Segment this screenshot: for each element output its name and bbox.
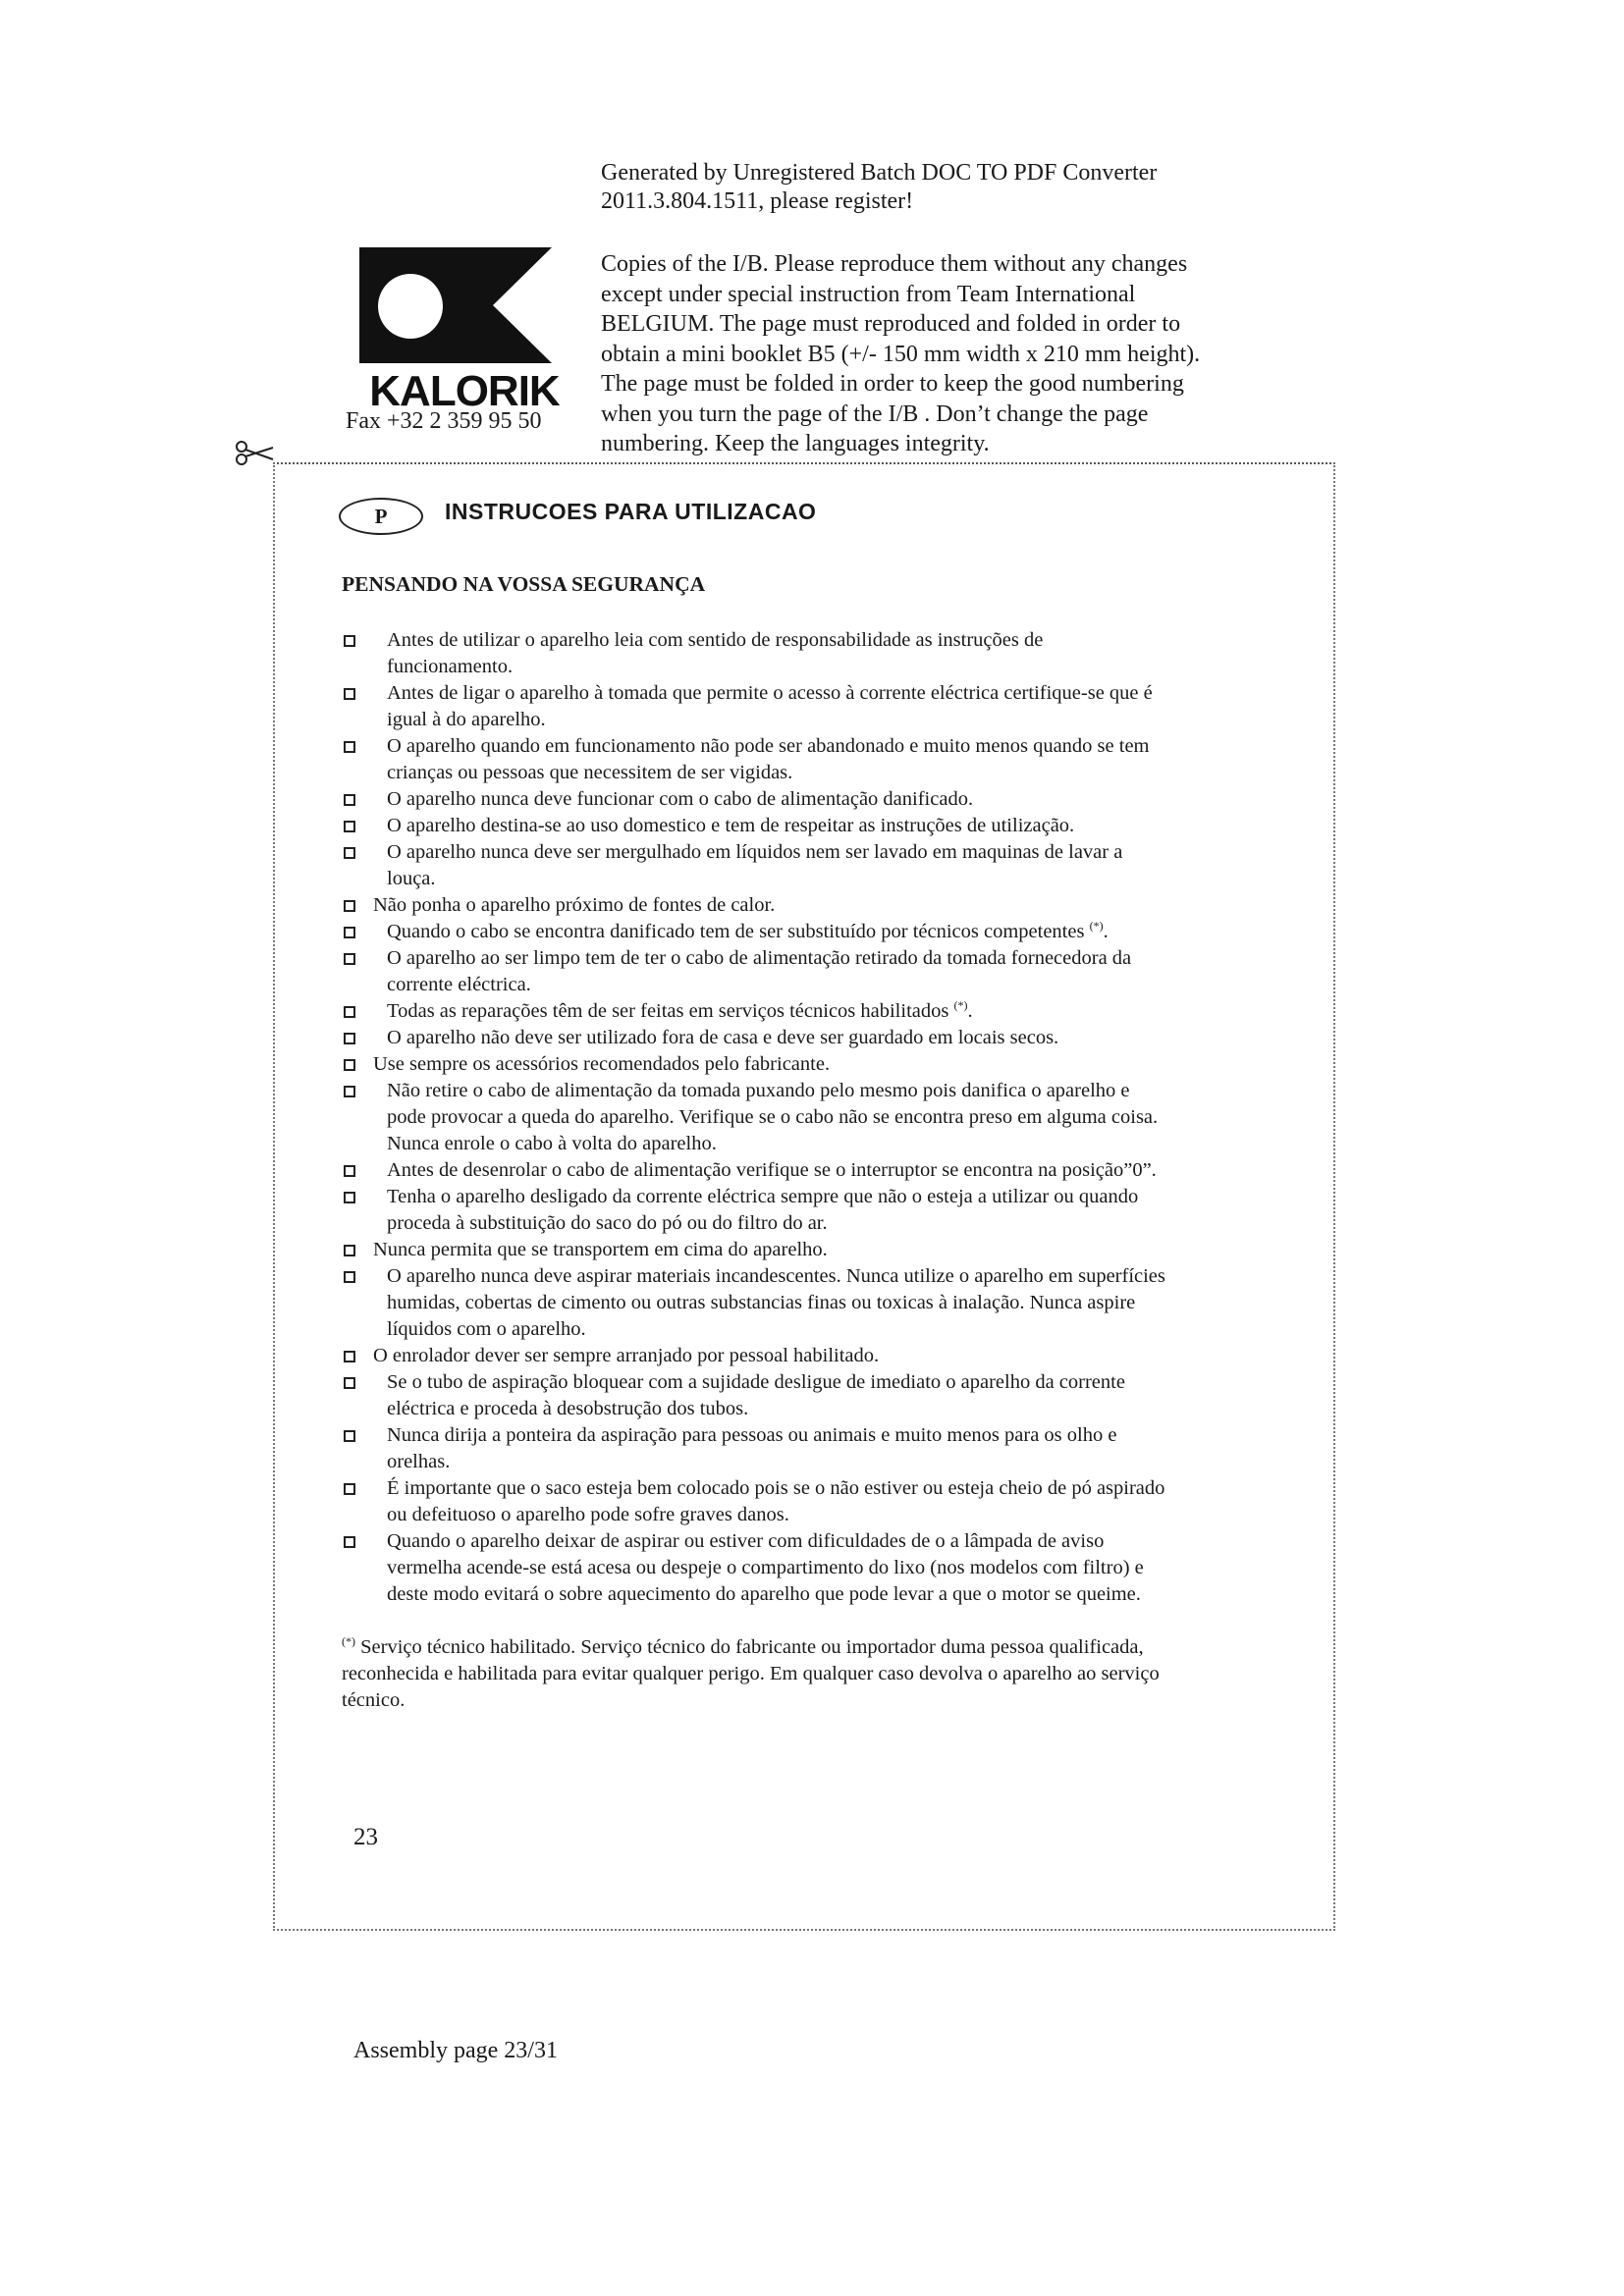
checkbox-bullet-icon xyxy=(344,1536,355,1548)
instruction-line: obtain a mini booklet B5 (+/- 150 mm width x 210 mm height). xyxy=(601,341,1201,367)
list-item-text xyxy=(342,1263,1294,1343)
list-item-line xyxy=(387,1078,1294,1104)
checkbox-bullet-icon xyxy=(344,1271,355,1283)
booklet-title: INSTRUCOES PARA UTILIZACAO xyxy=(445,499,817,524)
instruction-line: except under special instruction from Team International xyxy=(601,281,1136,307)
list-item-text xyxy=(342,919,1294,945)
list-item-text xyxy=(342,892,1294,919)
list-item-line xyxy=(387,972,1294,998)
checkbox-bullet-icon xyxy=(344,900,355,912)
list-item-line-text: Antes de ligar o aparelho à tomada que permite o acesso à corrente eléctrica certifique-se que é xyxy=(387,682,1153,704)
list-item-line xyxy=(373,892,1294,919)
footnote-line-2: reconhecida e habilitada para evitar qualquer perigo. Em qualquer caso devolva o aparelho ao serviço xyxy=(342,1663,1160,1684)
list-item-line-text: funcionamento. xyxy=(387,656,514,677)
list-item-text xyxy=(342,945,1294,998)
footnote-ref: (*) xyxy=(1089,919,1104,933)
list-item xyxy=(342,919,1294,945)
footnote-marker: (*) xyxy=(342,1634,355,1648)
instruction-line: numbering. Keep the languages integrity. xyxy=(601,431,990,456)
list-item-line-text: Não retire o cabo de alimentação da tomada puxando pelo mesmo pois danifica o aparelho e xyxy=(387,1080,1130,1101)
list-item-text xyxy=(342,813,1294,839)
copy-instructions xyxy=(601,249,1288,459)
converter-notice xyxy=(601,159,1288,216)
checkbox-bullet-icon xyxy=(344,1033,355,1044)
list-item-line xyxy=(387,1316,1294,1343)
checkbox-bullet-icon xyxy=(344,1245,355,1256)
list-item xyxy=(342,733,1294,786)
list-item-line-text: Todas as reparações têm de ser feitas em serviços técnicos habilitados xyxy=(387,1000,949,1022)
list-item-line-text: O enrolador dever ser sempre arranjado por pessoal habilitado. xyxy=(373,1345,880,1366)
list-item-line xyxy=(387,680,1294,707)
list-item-line xyxy=(387,1422,1294,1449)
list-item-line-text: deste modo evitará o sobre aquecimento do aparelho que pode levar a que o motor se queime. xyxy=(387,1583,1141,1605)
instruction-line: when you turn the page of the I/B . Don’t change the page xyxy=(601,400,1149,427)
list-item-line xyxy=(387,945,1294,972)
list-item-text xyxy=(342,1157,1294,1184)
checkbox-bullet-icon xyxy=(344,1192,355,1203)
list-item-text xyxy=(342,1422,1294,1475)
list-item-line xyxy=(373,1343,1294,1369)
list-item xyxy=(342,998,1294,1025)
instruction-line: The page must be folded in order to keep the good numbering xyxy=(601,371,1184,397)
checkbox-bullet-icon xyxy=(344,635,355,647)
list-item-line-text: igual à do aparelho. xyxy=(387,709,546,730)
list-item-line-text: humidas, cobertas de cimento ou outras substancias finas ou toxicas à inalação. Nunca aspire xyxy=(387,1292,1136,1313)
list-item-line-text: O aparelho ao ser limpo tem de ter o cabo de alimentação retirado da tomada fornecedora da xyxy=(387,947,1132,969)
checkbox-bullet-icon xyxy=(344,1483,355,1495)
list-item xyxy=(342,1422,1294,1475)
safety-list xyxy=(342,627,1294,1608)
list-item-line-text: O aparelho nunca deve ser mergulhado em líquidos nem ser lavado em maquinas de lavar a xyxy=(387,841,1123,863)
list-item-line-text: Quando o aparelho deixar de aspirar ou estiver com dificuldades de o a lâmpada de aviso xyxy=(387,1530,1105,1552)
fax-number: Fax +32 2 359 95 50 xyxy=(346,408,542,434)
list-item-text xyxy=(342,1051,1294,1078)
list-item-line xyxy=(387,1528,1294,1555)
list-item-line-text: O aparelho destina-se ao uso domestico e tem de respeitar as instruções de utilização. xyxy=(387,815,1075,836)
checkbox-bullet-icon xyxy=(344,1165,355,1177)
list-item-line-text: líquidos com o aparelho. xyxy=(387,1318,586,1340)
checkbox-bullet-icon xyxy=(344,847,355,859)
checkbox-bullet-icon xyxy=(344,741,355,753)
scissors-icon xyxy=(234,438,277,467)
list-item-line-text: Nunca enrole o cabo à volta do aparelho. xyxy=(387,1133,717,1154)
list-item-line xyxy=(387,1449,1294,1475)
list-item-line-text: vermelha acende-se está acesa ou despeje o compartimento do lixo (nos modelos com filtro) e xyxy=(387,1557,1144,1578)
punctuation: . xyxy=(1103,921,1109,942)
list-item xyxy=(342,892,1294,919)
converter-notice-line-1: Generated by Unregistered Batch DOC TO PDF Converter xyxy=(601,160,1158,186)
list-item xyxy=(342,1263,1294,1343)
list-item-line-text: O aparelho nunca deve aspirar materiais incandescentes. Nunca utilize o aparelho em superfícies xyxy=(387,1265,1165,1287)
list-item-line-text: Se o tubo de aspiração bloquear com a sujidade desligue de imediato o aparelho da corrente xyxy=(387,1371,1125,1393)
list-item-line-text: O aparelho quando em funcionamento não pode ser abandonado e muito menos quando se tem xyxy=(387,735,1150,757)
list-item-line xyxy=(387,919,1294,945)
checkbox-bullet-icon xyxy=(344,821,355,832)
list-item-line xyxy=(373,1237,1294,1263)
list-item-line xyxy=(387,998,1294,1025)
footnote xyxy=(342,1634,1299,1714)
list-item-text xyxy=(342,1475,1294,1528)
list-item xyxy=(342,680,1294,733)
page-number: 23 xyxy=(353,1824,378,1850)
list-item-line-text: eléctrica e proceda à desobstrução dos tubos. xyxy=(387,1398,749,1419)
list-item-line-text: O aparelho nunca deve funcionar com o cabo de alimentação danificado. xyxy=(387,788,974,810)
list-item-line xyxy=(387,813,1294,839)
list-item-text xyxy=(342,1078,1294,1157)
list-item-line xyxy=(387,707,1294,733)
converter-notice-line-2: 2011.3.804.1511, please register! xyxy=(601,188,914,214)
list-item-line xyxy=(387,627,1294,654)
list-item-line xyxy=(387,786,1294,813)
kalorik-logo xyxy=(355,245,573,410)
checkbox-bullet-icon xyxy=(344,794,355,806)
footnote-line-1 xyxy=(342,1634,1299,1661)
list-item-line xyxy=(387,1184,1294,1210)
language-badge: P xyxy=(339,498,423,535)
list-item-line-text: É importante que o saco esteja bem colocado pois se o não estiver ou esteja cheio de pó aspirado xyxy=(387,1477,1165,1499)
list-item xyxy=(342,1528,1294,1608)
list-item-line xyxy=(387,1104,1294,1131)
list-item-text xyxy=(342,1528,1294,1608)
section-title: PENSANDO NA VOSSA SEGURANÇA xyxy=(342,572,706,596)
checkbox-bullet-icon xyxy=(344,1430,355,1442)
checkbox-bullet-icon xyxy=(344,1086,355,1097)
list-item-line-text: Não ponha o aparelho próximo de fontes de calor. xyxy=(373,894,776,916)
list-item-line-text: crianças ou pessoas que necessitem de ser vigidas. xyxy=(387,762,793,783)
list-item-line-text: orelhas. xyxy=(387,1451,451,1472)
list-item-line xyxy=(387,1475,1294,1502)
list-item-text xyxy=(342,998,1294,1025)
list-item-line xyxy=(387,1581,1294,1608)
list-item-line-text: Nunca permita que se transportem em cima do aparelho. xyxy=(373,1239,828,1260)
list-item xyxy=(342,786,1294,813)
list-item-line-text: Quando o cabo se encontra danificado tem de ser substituído por técnicos competentes xyxy=(387,921,1085,942)
list-item-line xyxy=(387,1369,1294,1396)
list-item xyxy=(342,1343,1294,1369)
list-item xyxy=(342,1025,1294,1051)
list-item-line-text: O aparelho não deve ser utilizado fora de casa e deve ser guardado em locais secos. xyxy=(387,1027,1059,1048)
checkbox-bullet-icon xyxy=(344,1351,355,1362)
instruction-line: Copies of the I/B. Please reproduce them without any changes xyxy=(601,251,1188,277)
instruction-line: BELGIUM. The page must reproduced and folded in order to xyxy=(601,311,1181,337)
footnote-text: Serviço técnico habilitado. Serviço técnico do fabricante ou importador duma pessoa qualificada, xyxy=(355,1636,1144,1658)
kalorik-logo-mark xyxy=(355,245,573,410)
list-item-text xyxy=(342,1025,1294,1051)
list-item-line xyxy=(387,760,1294,786)
list-item-line-text: Tenha o aparelho desligado da corrente eléctrica sempre que não o esteja a utilizar ou quando xyxy=(387,1186,1139,1207)
list-item xyxy=(342,1078,1294,1157)
list-item xyxy=(342,1184,1294,1237)
list-item-line xyxy=(387,1131,1294,1157)
list-item-line xyxy=(373,1051,1294,1078)
list-item xyxy=(342,1157,1294,1184)
list-item-text xyxy=(342,680,1294,733)
list-item-line xyxy=(387,733,1294,760)
checkbox-bullet-icon xyxy=(344,1006,355,1018)
list-item-line-text: Antes de desenrolar o cabo de alimentação verifique se o interruptor se encontra na posição”0”. xyxy=(387,1159,1157,1181)
list-item-line-text: Antes de utilizar o aparelho leia com sentido de responsabilidade as instruções de xyxy=(387,629,1044,651)
checkbox-bullet-icon xyxy=(344,953,355,965)
list-item-line-text: proceda à substituição do saco do pó ou do filtro do ar. xyxy=(387,1212,828,1234)
footnote-ref: (*) xyxy=(953,998,968,1012)
list-item-line xyxy=(387,1555,1294,1581)
list-item-line-text: pode provocar a queda do aparelho. Verifique se o cabo não se encontra preso em alguma coisa. xyxy=(387,1106,1159,1128)
punctuation: . xyxy=(967,1000,973,1022)
list-item-line xyxy=(387,1210,1294,1237)
list-item-line xyxy=(387,1502,1294,1528)
checkbox-bullet-icon xyxy=(344,927,355,938)
list-item-text xyxy=(342,1237,1294,1263)
list-item xyxy=(342,1369,1294,1422)
list-item-line xyxy=(387,654,1294,680)
kalorik-logo-text: KALORIK xyxy=(369,367,560,410)
list-item-line xyxy=(387,839,1294,866)
list-item xyxy=(342,1475,1294,1528)
list-item-line xyxy=(387,1290,1294,1316)
list-item-line xyxy=(387,1396,1294,1422)
list-item-line-text: Nunca dirija a ponteira da aspiração para pessoas ou animais e muito menos para os olho e xyxy=(387,1424,1117,1446)
list-item-text xyxy=(342,839,1294,892)
list-item-text xyxy=(342,1184,1294,1237)
list-item xyxy=(342,627,1294,680)
list-item-text xyxy=(342,786,1294,813)
checkbox-bullet-icon xyxy=(344,688,355,700)
list-item-line-text: ou defeituoso o aparelho pode sofre graves danos. xyxy=(387,1504,789,1525)
checkbox-bullet-icon xyxy=(344,1377,355,1389)
list-item-line-text: Use sempre os acessórios recomendados pelo fabricante. xyxy=(373,1053,831,1075)
list-item xyxy=(342,945,1294,998)
list-item-line xyxy=(387,866,1294,892)
list-item-text xyxy=(342,733,1294,786)
list-item-text xyxy=(342,1369,1294,1422)
list-item xyxy=(342,813,1294,839)
list-item-line-text: louça. xyxy=(387,868,436,889)
list-item-text xyxy=(342,627,1294,680)
list-item xyxy=(342,839,1294,892)
list-item-line xyxy=(387,1157,1294,1184)
list-item-line xyxy=(387,1263,1294,1290)
list-item-line-text: corrente eléctrica. xyxy=(387,974,531,995)
footnote-line-3: técnico. xyxy=(342,1689,406,1711)
list-item-text xyxy=(342,1343,1294,1369)
assembly-page-label: Assembly page 23/31 xyxy=(353,2038,558,2063)
list-item-line xyxy=(387,1025,1294,1051)
checkbox-bullet-icon xyxy=(344,1059,355,1071)
list-item xyxy=(342,1237,1294,1263)
list-item xyxy=(342,1051,1294,1078)
